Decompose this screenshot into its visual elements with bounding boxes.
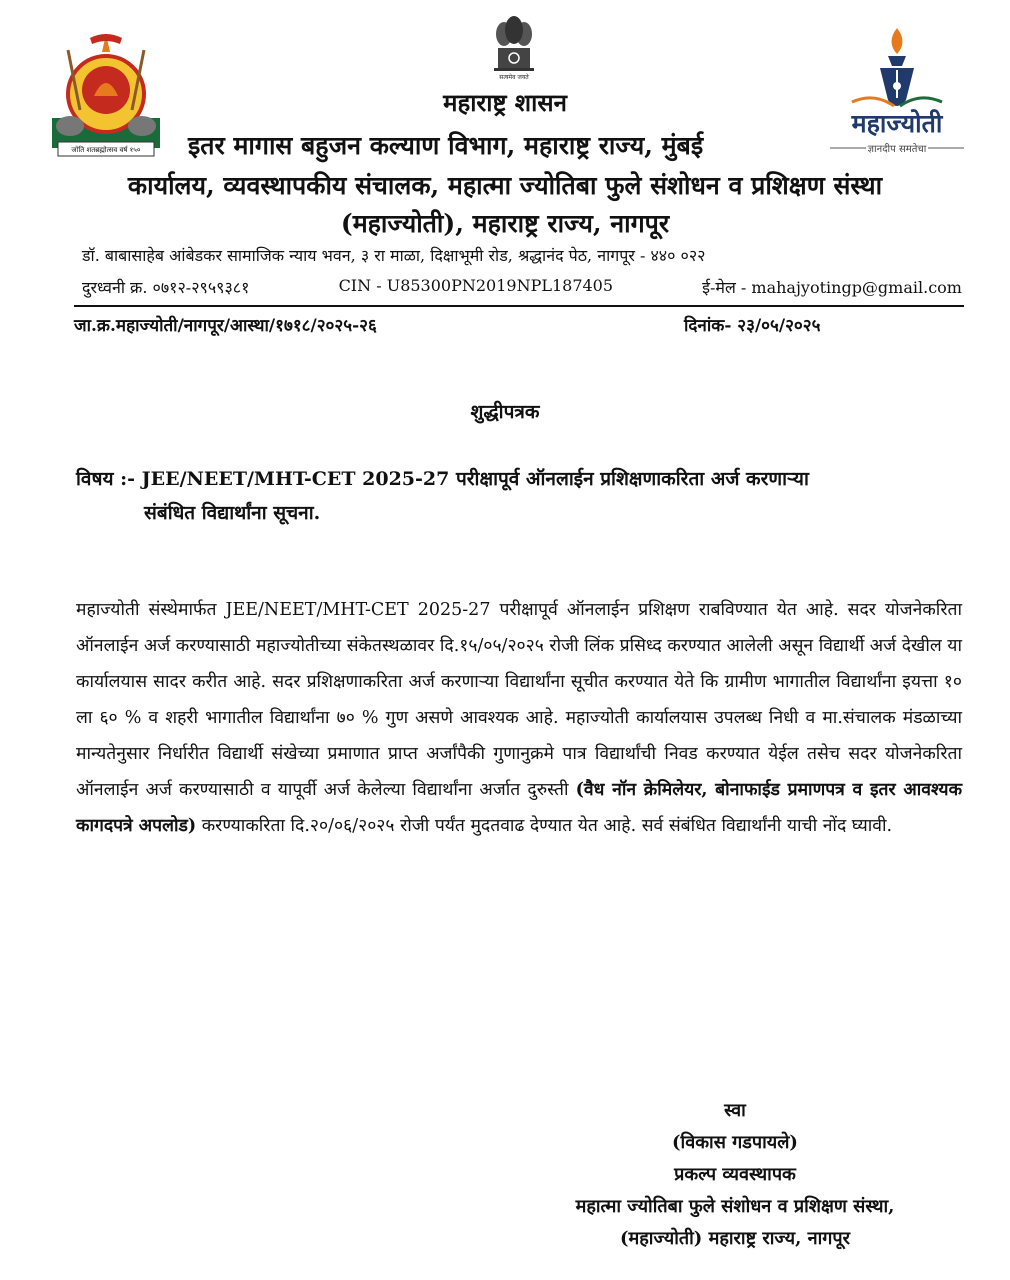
subject xyxy=(76,462,966,530)
subject-line2: संबंधित विद्यार्थांना सूचना. xyxy=(144,502,321,524)
body-text-part2: करण्याकरिता दि.२०/०६/२०२५ रोजी पर्यंत मुदतवाढ देण्यात येत आहे. सर्व संबंधित विद्यार्थांनी याची नोंद घ्यावी. xyxy=(196,816,893,836)
office-name-line1: कार्यालय, व्यवस्थापकीय संचालक, महात्मा ज्योतिबा फुले संशोधन व प्रशिक्षण संस्था xyxy=(127,171,883,200)
reference-number: जा.क्र.महाज्योती/नागपूर/आस्था/१७१८/२०२५-२६ xyxy=(74,316,377,336)
header-divider xyxy=(74,305,964,307)
government-name: महाराष्ट्र शासन xyxy=(443,88,567,117)
phone-number: दुरध्वनी क्र. ०७१२-२९५९३८१ xyxy=(82,278,250,297)
signatory-designation: प्रकल्प व्यवस्थापक xyxy=(674,1164,796,1185)
body-text-bold: (वैध नॉन क्रेमिलेयर, बोनाफाईड प्रमाणपत्र व इतर आवश्यक कागदपत्रे अपलोड) xyxy=(76,780,963,836)
signature-mark: स्वा xyxy=(724,1100,746,1121)
document-title: शुद्धीपत्रक xyxy=(470,401,540,423)
reference-date: दिनांक- २३/०५/२०२५ xyxy=(684,316,821,336)
ashoka-emblem xyxy=(488,12,540,82)
signature-block xyxy=(500,1095,970,1255)
seal-caption: जोति शतब्रह्मोत्सव वर्ष १५० xyxy=(71,146,141,154)
cin-number: CIN - U85300PN2019NPL187405 xyxy=(338,276,614,295)
email-address: ई-मेल - mahajyotingp@gmail.com xyxy=(702,278,962,297)
emblem-motto: सत्यमेव जयते xyxy=(499,74,529,81)
signatory-location: (महाज्योती) महाराष्ट्र राज्य, नागपूर xyxy=(619,1228,851,1249)
office-name-line2: (महाज्योती), महाराष्ट्र राज्य, नागपूर xyxy=(340,209,670,238)
office-address: डॉ. बाबासाहेब आंबेडकर सामाजिक न्याय भवन, ३ रा माळा, दिक्षाभूमी रोड, श्रद्धानंद पेठ, नागपूर - ४४० ०२२ xyxy=(82,246,706,265)
contact-line xyxy=(82,276,962,298)
signatory-organization: महात्मा ज्योतिबा फुले संशोधन व प्रशिक्षण संस्था, xyxy=(575,1196,895,1217)
body-paragraph xyxy=(76,592,962,844)
mahajyoti-logo-tagline: ज्ञानदीप समतेचा xyxy=(867,144,927,155)
body-text-part1: महाज्योती संस्थेमार्फत JEE/NEET/MHT-CET 2025-27 परीक्षापूर्व ऑनलाईन प्रशिक्षण राबविण्यात येत आहे. सदर योजनेकरिता ऑनलाईन अर्ज करण्यासाठी महाज्योतीच्या संकेतस्थळावर दि.१५/०५/२०२५ रोजी लिंक प्रसिध्द करण्यात आलेली असून विद्यार्थी अर्ज देखील या कार्यालयास सादर करीत आहे. सदर प्रशिक्षणाकरिता अर्ज करणाऱ्या विद्यार्थांना सूचीत करण्यात येते कि ग्रामीण भागातील विद्यार्थांना इयत्ता १० ला ६० % व शहरी भागातील विद्यार्थांना ७० % गुण असणे आवश्यक आहे. महाज्योती कार्यालयास उपलब्ध निधी व मा.संचालक मंडळाच्या मान्यतेनुसार निर्धारीत विद्यार्थी संखेच्या प्रमाणात प्राप्त अर्जांपैकी गुणानुक्रमे पात्र विद्यार्थांची निवड करण्यात येईल तसेच सदर योजनेकरिता ऑनलाईन अर्ज करण्यासाठी व यापूर्वी अर्ज केलेल्या विद्यार्थांना अर्जात दुरुस्ती xyxy=(76,600,962,800)
mahajyoti-logo-title: महाज्योती xyxy=(851,109,943,138)
subject-line1: विषय :- JEE/NEET/MHT-CET 2025-27 परीक्षापूर्व ऑनलाईन प्रशिक्षणाकरिता अर्ज करणाऱ्या xyxy=(76,468,809,490)
signatory-name: (विकास गडपायले) xyxy=(672,1132,798,1153)
department-name: इतर मागास बहुजन कल्याण विभाग, महाराष्ट्र राज्य, मुंबई xyxy=(188,131,704,160)
